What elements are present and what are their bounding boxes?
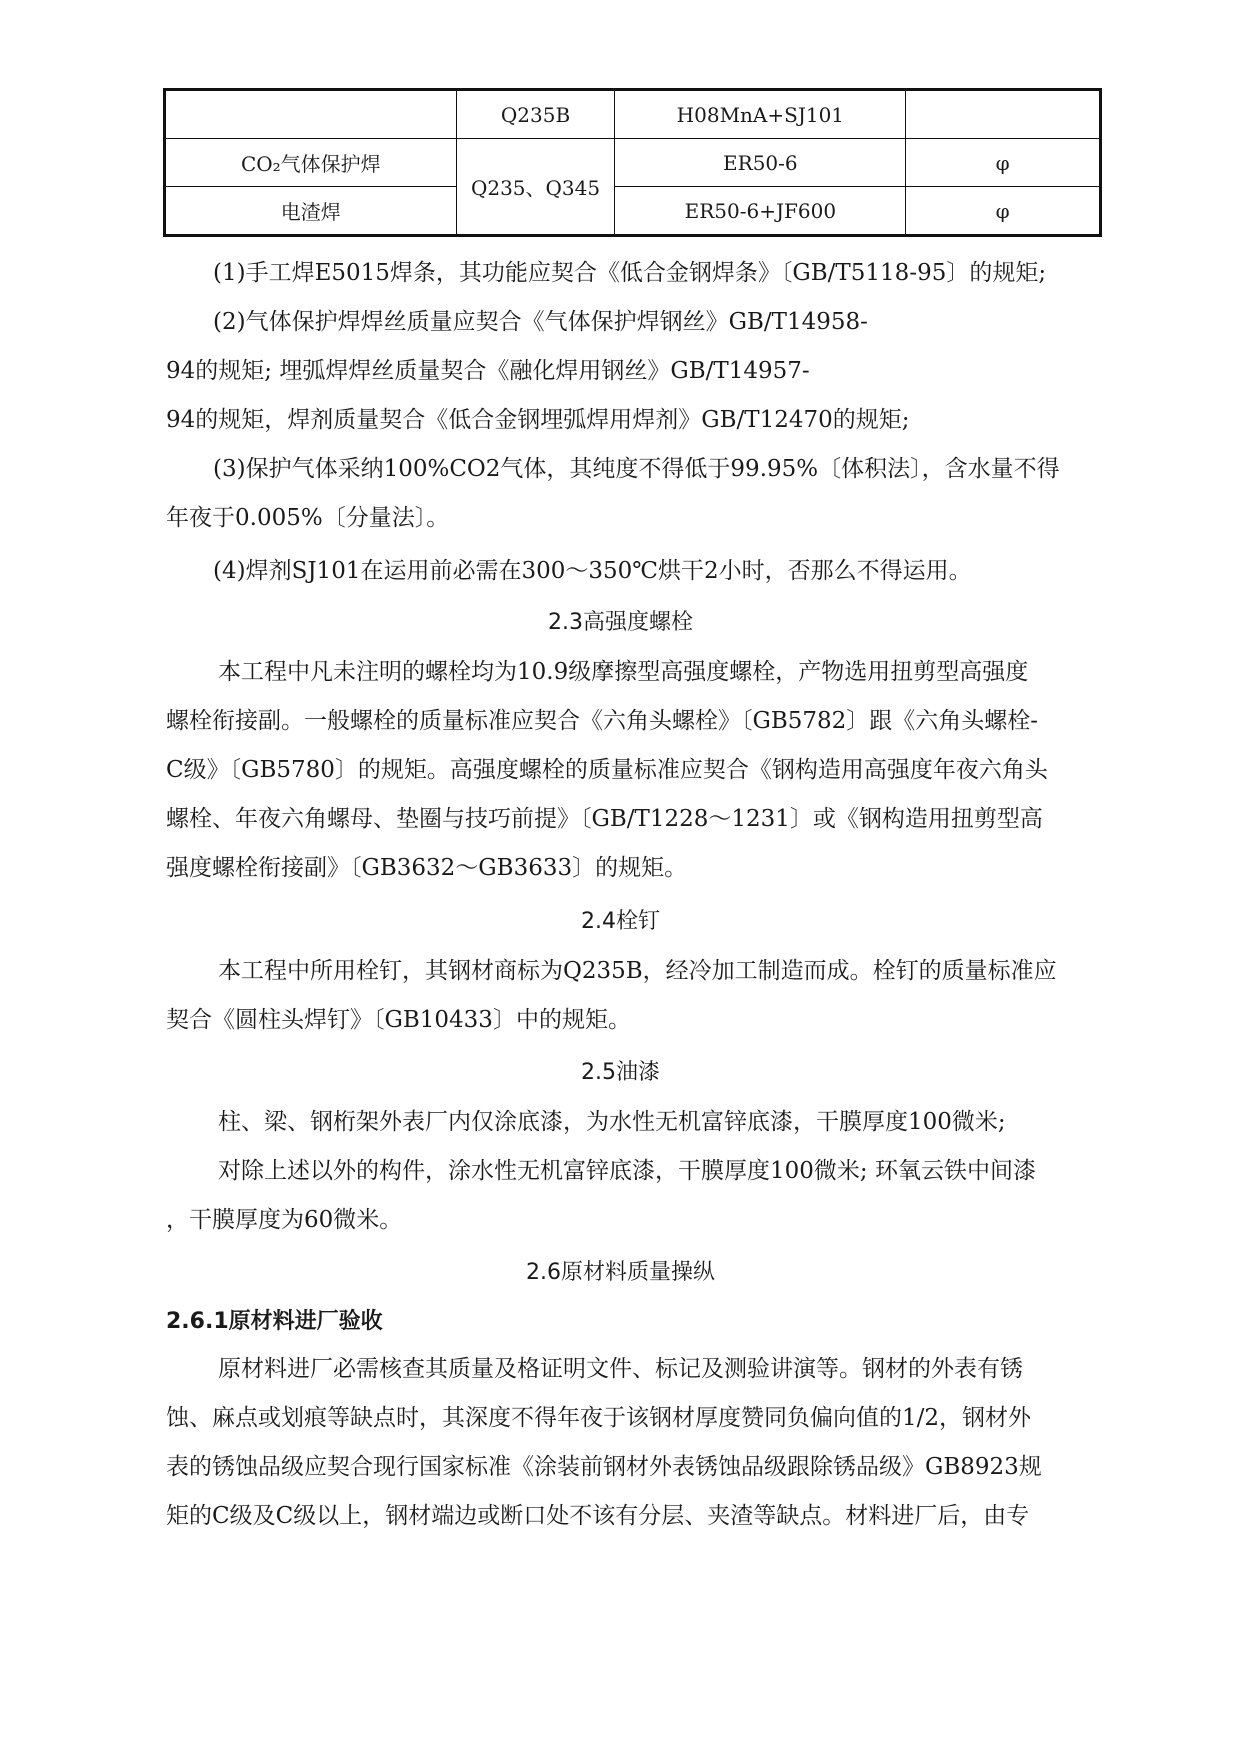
table-cell: φ (906, 187, 1101, 236)
table-row (165, 90, 1101, 139)
section-heading: 2.4栓钉 (581, 909, 660, 934)
paragraph-line: 年夜于0.005%〔分量法〕。 (166, 505, 450, 531)
paragraph-line: 表的锈蚀品级应契合现行国家标准《涂装前钢材外表锈蚀品级跟除锈品级》GB8923规 (166, 1454, 1042, 1480)
table-row (165, 139, 1101, 187)
table-cell: ER50-6+JF600 (615, 187, 906, 236)
section-heading: 2.6原材料质量操纵 (526, 1260, 715, 1285)
paragraph-line: (2)气体保护焊焊丝质量应契合《气体保护焊钢丝》GB/T14958- (213, 309, 868, 335)
paragraph-line: 原材料进厂必需核查其质量及格证明文件、标记及测验讲演等。钢材的外表有锈 (218, 1356, 1023, 1382)
paragraph-line: (3)保护气体采纳100%CO2气体，其纯度不得低于99.95%〔体积法〕，含水量不得 (213, 456, 1060, 482)
subsection-heading: 2.6.1原材料进厂验收 (166, 1309, 383, 1334)
table-cell: ER50-6 (615, 139, 906, 187)
paragraph-line: ，干膜厚度为60微米。 (166, 1207, 403, 1233)
table-cell: H08MnA+SJ101 (615, 90, 906, 139)
table-cell: CO₂气体保护焊 (165, 139, 457, 187)
paragraph-line: C级》〔GB5780〕的规矩。高强度螺栓的质量标准应契合《钢构造用高强度年夜六角头 (166, 757, 1048, 783)
paragraph-line: 矩的C级及C级以上，钢材端边或断口处不该有分层、夹渣等缺点。材料进厂后，由专 (166, 1503, 1030, 1529)
table-cell: Q235、Q345 (456, 139, 615, 236)
paragraph-line: 蚀、麻点或划痕等缺点时，其深度不得年夜于该钢材厚度赞同负偏向值的1/2，钢材外 (166, 1405, 1032, 1431)
table-cell: Q235B (456, 90, 615, 139)
section-heading: 2.3高强度螺栓 (548, 610, 693, 635)
table-row (165, 187, 1101, 236)
paragraph-line: 强度螺栓衔接副》〔GB3632～GB3633〕的规矩。 (166, 855, 688, 881)
paragraph-line: 螺栓衔接副。一般螺栓的质量标准应契合《六角头螺栓》〔GB5782〕跟《六角头螺栓- (166, 708, 1039, 734)
paragraph-line: 94的规矩; 埋弧焊焊丝质量契合《融化焊用钢丝》GB/T14957- (166, 358, 810, 384)
paragraph-line: 94的规矩，焊剂质量契合《低合金钢埋弧焊用焊剂》GB/T12470的规矩; (166, 407, 910, 433)
paragraph-line: (1)手工焊E5015焊条，其功能应契合《低合金钢焊条》〔GB/T5118-95〕的规矩; (213, 260, 1047, 286)
table-cell: φ (906, 139, 1101, 187)
paragraph-line: 本工程中凡未注明的螺栓均为10.9级摩擦型高强度螺栓，产物选用扭剪型高强度 (218, 659, 1029, 685)
paragraph-line: 本工程中所用栓钉，其钢材商标为Q235B，经冷加工制造而成。栓钉的质量标准应 (218, 958, 1057, 984)
welding-materials-table (163, 88, 1102, 237)
paragraph-line: 对除上述以外的构件，涂水性无机富锌底漆，干膜厚度100微米; 环氧云铁中间漆 (218, 1158, 1036, 1184)
section-heading: 2.5油漆 (581, 1060, 660, 1085)
paragraph-line: 柱、梁、钢桁架外表厂内仅涂底漆，为水性无机富锌底漆，干膜厚度100微米; (218, 1109, 1006, 1135)
table-cell (165, 90, 457, 139)
paragraph-line: (4)焊剂SJ101在运用前必需在300～350℃烘干2小时，否那么不得运用。 (213, 558, 972, 584)
paragraph-line: 契合《圆柱头焊钉》〔GB10433〕中的规矩。 (166, 1007, 631, 1033)
table-cell: 电渣焊 (165, 187, 457, 236)
paragraph-line: 螺栓、年夜六角螺母、垫圈与技巧前提》〔GB/T1228～1231〕或《钢构造用扭剪型高 (166, 806, 1043, 832)
table-cell (906, 90, 1101, 139)
